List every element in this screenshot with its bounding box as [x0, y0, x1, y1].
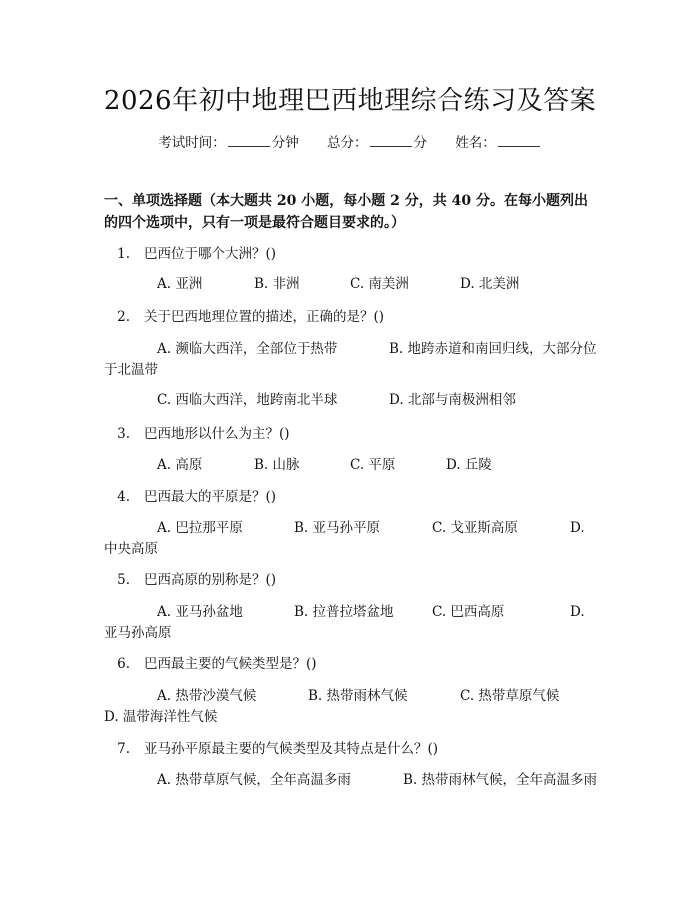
option-b: B. 热带雨林气候，全年高温多雨 — [403, 772, 598, 788]
question-stem: 巴西高原的别称是？() — [144, 572, 277, 588]
option-b: B. 拉普拉塔盆地 — [294, 604, 394, 620]
exam-time-unit: 分钟 — [271, 135, 299, 151]
option-a: A. 濒临大西洋，全部位于热带 — [157, 341, 338, 357]
option-a: A. 高原 — [157, 457, 203, 473]
option-a: A. 热带草原气候，全年高温多雨 — [157, 772, 351, 788]
option-b: B. 非洲 — [254, 276, 300, 292]
option-a: A. 亚洲 — [157, 276, 203, 292]
question-stem: 亚马孙平原最主要的气候类型及其特点是什么？() — [144, 741, 439, 757]
question-stem: 巴西最主要的气候类型是？() — [144, 656, 317, 672]
option-c: C. 西临大西洋，地跨南北半球 — [157, 392, 338, 408]
student-name-blank — [498, 134, 540, 147]
question-number: 6. — [117, 656, 130, 672]
option-d: D. 亚马孙高原 — [104, 604, 585, 641]
page-title: 2026年初中地理巴西地理综合练习及答案 — [103, 86, 597, 116]
option-a: A. 巴拉那平原 — [157, 520, 243, 536]
exam-time-blank — [228, 134, 270, 147]
option-a: A. 亚马孙盆地 — [157, 604, 243, 620]
question-number: 5. — [117, 572, 130, 588]
question-stem-line — [104, 654, 599, 675]
section-heading: 一、单项选择题（本大题共 20 小题，每小题 2 分，共 40 分。在每小题列出的四个选项中，只有一项是最符合题目要求的。） — [104, 193, 588, 231]
question-stem-line — [104, 424, 599, 445]
question-number: 4. — [117, 489, 130, 505]
option-d: D. 丘陵 — [446, 457, 492, 473]
option-c: C. 热带草原气候 — [460, 688, 560, 704]
question-number: 7. — [117, 741, 130, 757]
option-b: B. 地跨赤道和南回归线，大部分位于北温带 — [104, 341, 597, 378]
student-name-field — [455, 131, 542, 151]
option-c: C. 戈亚斯高原 — [432, 520, 518, 536]
exam-time-label: 考试时间： — [158, 135, 226, 151]
option-c: C. 南美洲 — [350, 276, 409, 292]
question-stem: 巴西位于哪个大洲？() — [144, 246, 277, 262]
exam-meta-line — [0, 131, 700, 151]
student-name-label: 姓名： — [455, 135, 496, 151]
question-stem-line — [104, 739, 599, 760]
question-number: 3. — [117, 426, 130, 442]
question-stem-line — [104, 307, 599, 328]
option-b: B. 亚马孙平原 — [294, 520, 381, 536]
option-b: B. 山脉 — [254, 457, 300, 473]
question-stem: 巴西最大的平原是？() — [144, 489, 277, 505]
option-b: B. 热带雨林气候 — [308, 688, 408, 704]
option-c: C. 平原 — [350, 457, 396, 473]
exam-time-field — [158, 131, 299, 151]
option-a: A. 热带沙漠气候 — [157, 688, 257, 704]
option-d: D. 北部与南极洲相邻 — [389, 392, 516, 408]
option-c: C. 巴西高原 — [432, 604, 505, 620]
question-stem: 关于巴西地理位置的描述，正确的是？() — [144, 309, 385, 325]
question-stem-line — [104, 487, 599, 508]
question-number: 1. — [117, 246, 130, 262]
question-stem-line — [104, 244, 599, 265]
option-d: D. 中央高原 — [104, 520, 585, 557]
total-score-label: 总分： — [327, 135, 368, 151]
option-d: D. 北美洲 — [460, 276, 520, 292]
question-stem: 巴西地形以什么为主？() — [144, 426, 290, 442]
total-score-field — [327, 131, 427, 151]
question-stem-line — [104, 570, 599, 591]
option-d: D. 温带海洋性气候 — [104, 709, 218, 725]
total-score-unit: 分 — [413, 135, 427, 151]
question-number: 2. — [117, 309, 130, 325]
total-score-blank — [370, 134, 412, 147]
